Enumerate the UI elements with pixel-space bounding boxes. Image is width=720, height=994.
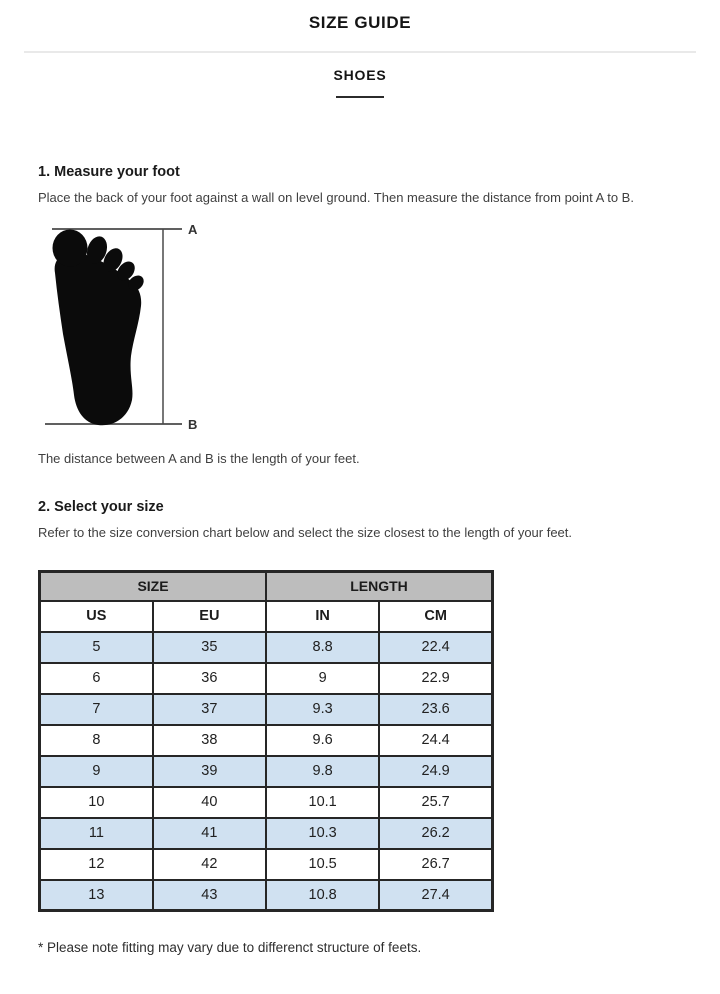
table-cell: 43: [153, 880, 266, 911]
table-cell: 6: [40, 663, 153, 694]
column-header-us: US: [40, 601, 153, 632]
group-header-length: LENGTH: [266, 572, 493, 601]
foot-measure-figure: [40, 218, 215, 432]
table-cell: 9: [40, 756, 153, 787]
table-cell: 37: [153, 694, 266, 725]
size-table-body: [40, 632, 493, 911]
table-cell: 35: [153, 632, 266, 663]
table-cell: 10.5: [266, 849, 379, 880]
footprint-icon: [53, 230, 147, 426]
table-cell: 10.1: [266, 787, 379, 818]
table-cell: 26.2: [379, 818, 492, 849]
table-column-header-row: [40, 601, 493, 632]
table-row: [40, 725, 493, 756]
category-section: [0, 67, 720, 98]
category-title: SHOES: [333, 67, 387, 83]
header-divider: [24, 51, 696, 53]
column-header-in: IN: [266, 601, 379, 632]
table-row: [40, 880, 493, 911]
footprint-diagram: [40, 218, 215, 432]
table-cell: 36: [153, 663, 266, 694]
step1-body: Place the back of your foot against a wall on level ground. Then measure the distance from point A to B.: [38, 190, 634, 205]
table-cell: 10.3: [266, 818, 379, 849]
step1-heading: 1. Measure your foot: [38, 164, 180, 180]
table-cell: 10: [40, 787, 153, 818]
group-header-size: SIZE: [40, 572, 267, 601]
table-cell: 41: [153, 818, 266, 849]
table-cell: 24.4: [379, 725, 492, 756]
table-cell: 25.7: [379, 787, 492, 818]
point-b-label: B: [188, 417, 198, 432]
table-cell: 11: [40, 818, 153, 849]
table-cell: 9.8: [266, 756, 379, 787]
table-row: [40, 694, 493, 725]
table-cell: 23.6: [379, 694, 492, 725]
content-column: [0, 164, 720, 955]
table-cell: 42: [153, 849, 266, 880]
table-cell: 40: [153, 787, 266, 818]
step2-heading: 2. Select your size: [38, 499, 164, 515]
table-row: [40, 632, 493, 663]
step1-caption: The distance between A and B is the length of your feet.: [38, 451, 360, 466]
table-row: [40, 756, 493, 787]
table-cell: 24.9: [379, 756, 492, 787]
table-row: [40, 818, 493, 849]
table-cell: 38: [153, 725, 266, 756]
column-header-cm: CM: [379, 601, 492, 632]
table-cell: 22.9: [379, 663, 492, 694]
table-cell: 8: [40, 725, 153, 756]
table-cell: 39: [153, 756, 266, 787]
footnote: * Please note fitting may vary due to differenct structure of feets.: [38, 940, 422, 955]
table-row: [40, 787, 493, 818]
category-underline: [336, 96, 384, 98]
table-cell: 9: [266, 663, 379, 694]
table-cell: 12: [40, 849, 153, 880]
step2-body: Refer to the size conversion chart below and select the size closest to the length of your feet.: [38, 525, 573, 540]
point-a-label: A: [188, 222, 198, 237]
table-cell: 7: [40, 694, 153, 725]
table-cell: 9.6: [266, 725, 379, 756]
table-cell: 5: [40, 632, 153, 663]
size-conversion-table: [38, 570, 494, 912]
table-group-header-row: [40, 572, 493, 601]
table-cell: 13: [40, 880, 153, 911]
table-cell: 8.8: [266, 632, 379, 663]
table-cell: 10.8: [266, 880, 379, 911]
table-cell: 26.7: [379, 849, 492, 880]
column-header-eu: EU: [153, 601, 266, 632]
page-title: SIZE GUIDE: [308, 13, 412, 32]
table-cell: 9.3: [266, 694, 379, 725]
table-cell: 22.4: [379, 632, 492, 663]
table-row: [40, 849, 493, 880]
table-cell: 27.4: [379, 880, 492, 911]
table-row: [40, 663, 493, 694]
